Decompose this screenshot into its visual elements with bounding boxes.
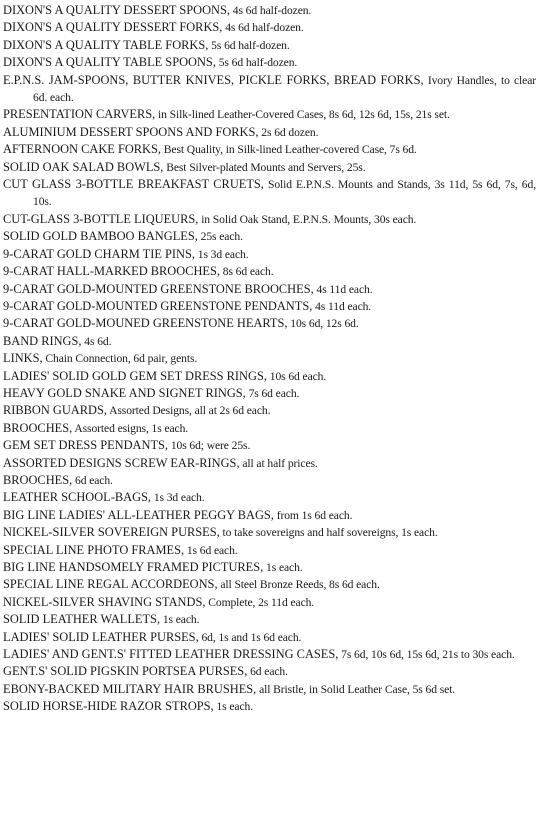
- item-details: Best Silver-plated Mounts and Servers, 25s.: [163, 160, 366, 174]
- price-list-entry: [3, 611, 536, 628]
- price-list-entry: [3, 176, 536, 211]
- item-details: 1s each.: [263, 561, 303, 574]
- item-details: 6d each.: [247, 665, 288, 679]
- price-list-entry: [3, 507, 536, 524]
- item-name: DIXON'S A QUALITY DESSERT FORKS,: [3, 20, 223, 35]
- item-name: BIG LINE LADIES' ALL-LEATHER PEGGY BAGS,: [3, 507, 274, 522]
- price-list-entry: [3, 524, 536, 541]
- price-list-entry: [3, 455, 536, 472]
- item-details: 1s 3d each.: [194, 247, 249, 261]
- item-name: CUT GLASS 3-BOTTLE BREAKFAST CRUETS,: [3, 177, 264, 192]
- item-details: 1s each.: [213, 700, 254, 714]
- item-details: 5s 6d half-dozen.: [215, 56, 298, 70]
- item-details: 4s 6d.: [81, 334, 112, 348]
- item-name: GENT.S' SOLID PIGSKIN PORTSEA PURSES,: [3, 664, 248, 679]
- item-details: 4s 6d half-dozen.: [222, 21, 304, 35]
- item-name: PRESENTATION CARVERS,: [3, 107, 156, 122]
- price-list-entry: [3, 141, 536, 158]
- price-list-entry: [3, 385, 536, 402]
- item-name: 9-CARAT GOLD CHARM TIE PINS,: [3, 246, 195, 261]
- price-list-entry: [3, 681, 536, 698]
- item-name: SOLID HORSE-HIDE RAZOR STROPS,: [3, 699, 214, 714]
- price-list-entry: [3, 228, 536, 245]
- item-details: to take sovereigns and half sovereigns, 1s each.: [219, 526, 438, 540]
- price-list-entry: [3, 263, 536, 280]
- price-list-entry: [3, 124, 536, 141]
- item-name: NICKEL-SILVER SHAVING STANDS,: [3, 594, 206, 609]
- price-list-entry: [3, 646, 536, 663]
- price-list-entry: [3, 54, 536, 71]
- price-list-entry: [3, 106, 536, 123]
- item-details: 6d each.: [72, 473, 113, 487]
- item-name: LADIES' AND GENT.S' FITTED LEATHER DRESSING CASES,: [3, 647, 339, 662]
- item-details: 7s 6d each.: [245, 386, 300, 400]
- item-name: SOLID OAK SALAD BOWLS,: [3, 159, 164, 174]
- item-details: from 1s 6d each.: [273, 508, 353, 522]
- item-name: SOLID GOLD BAMBOO BANGLES,: [3, 229, 198, 244]
- item-name: LINKS,: [3, 351, 43, 366]
- price-list-entry: [3, 333, 536, 350]
- item-details: 5s 6d half-dozen.: [208, 38, 290, 52]
- price-list-entry: [3, 576, 536, 593]
- item-name: LADIES' SOLID GOLD GEM SET DRESS RINGS,: [3, 368, 267, 383]
- item-name: RIBBON GUARDS,: [3, 403, 107, 418]
- price-list-entry: [3, 489, 536, 506]
- item-name: ALUMINIUM DESSERT SPOONS AND FORKS,: [3, 124, 259, 139]
- item-details: Chain Connection, 6d pair, gents.: [42, 352, 198, 366]
- item-name: BROOCHES,: [3, 472, 73, 487]
- price-list-entry: [3, 2, 536, 19]
- item-details: 4s 11d each.: [313, 282, 373, 296]
- item-details: 1s 3d each.: [151, 491, 205, 505]
- item-details: Solid E.P.N.S. Mounts and Stands, 3s 11d, 5s 6d, 7s, 6d, 10s.: [33, 178, 536, 209]
- item-name: EBONY-BACKED MILITARY HAIR BRUSHES,: [3, 681, 257, 696]
- item-details: 4s 6d half-dozen.: [229, 4, 312, 17]
- item-name: GEM SET DRESS PENDANTS,: [3, 438, 169, 453]
- item-name: LEATHER SCHOOL-BAGS,: [3, 490, 152, 505]
- item-details: Complete, 2s 11d each.: [205, 595, 315, 609]
- price-list-entry: [3, 472, 536, 489]
- item-details: all Steel Bronze Reeds, 8s 6d each.: [217, 578, 380, 592]
- item-details: 10s 6d; were 25s.: [168, 439, 251, 453]
- price-list-entry: [3, 159, 536, 176]
- item-name: AFTERNOON CAKE FORKS,: [3, 142, 161, 157]
- item-details: 6d, 1s and 1s 6d each.: [198, 630, 302, 644]
- price-list-entry: [3, 402, 536, 419]
- item-name: NICKEL-SILVER SOVEREIGN PURSES,: [3, 525, 220, 540]
- item-details: 4s 11d each.: [312, 299, 372, 313]
- item-name: DIXON'S A QUALITY TABLE SPOONS,: [3, 55, 216, 70]
- item-details: 8s 6d each.: [219, 265, 274, 279]
- price-list-entry: [3, 559, 536, 576]
- item-name: LADIES' SOLID LEATHER PURSES,: [3, 629, 199, 644]
- item-details: in Solid Oak Stand, E.P.N.S. Mounts, 30s each.: [198, 212, 417, 226]
- price-list-entry: [3, 211, 536, 228]
- item-details: Ivory Handles, to clear 6d. each.: [33, 73, 537, 105]
- price-list-entry: [3, 298, 536, 315]
- item-details: 2s 6d dozen.: [258, 125, 319, 139]
- price-list-entry: [3, 19, 536, 36]
- price-list-entry: [3, 246, 536, 263]
- item-details: Assorted esigns, 1s each.: [72, 421, 189, 435]
- price-list-entry: [3, 281, 536, 298]
- price-list-entry: [3, 350, 536, 367]
- item-name: E.P.N.S. JAM-SPOONS, BUTTER KNIVES, PICKLE FORKS, BREAD FORKS,: [3, 72, 424, 87]
- item-name: HEAVY GOLD SNAKE AND SIGNET RINGS,: [3, 385, 246, 400]
- item-details: 25s each.: [197, 230, 243, 244]
- item-name: SOLID LEATHER WALLETS,: [3, 612, 161, 627]
- item-name: BIG LINE HANDSOMELY FRAMED PICTURES,: [3, 560, 264, 574]
- price-list-entry: [3, 368, 536, 385]
- price-list-entry: [3, 629, 536, 646]
- item-name: 9-CARAT HALL-MARKED BROOCHES,: [3, 264, 220, 279]
- item-details: 7s 6d, 10s 6d, 15s 6d, 21s to 30s each.: [338, 648, 515, 662]
- item-name: BAND RINGS,: [3, 333, 82, 348]
- item-name: SPECIAL LINE PHOTO FRAMES,: [3, 542, 185, 557]
- item-name: 9-CARAT GOLD-MOUNED GREENSTONE HEARTS,: [3, 316, 288, 331]
- price-list-entry: [3, 420, 536, 437]
- item-details: 10s 6d, 12s 6d.: [287, 317, 359, 331]
- price-list-entry: [3, 437, 536, 454]
- item-name: 9-CARAT GOLD-MOUNTED GREENSTONE BROOCHES,: [3, 281, 314, 296]
- item-details: 1s 6d each.: [184, 543, 238, 557]
- price-list-entry: [3, 594, 536, 611]
- price-list-entry: [3, 315, 536, 332]
- item-details: 1s each.: [160, 613, 200, 627]
- price-list-entry: [3, 542, 536, 559]
- item-name: 9-CARAT GOLD-MOUNTED GREENSTONE PENDANTS,: [3, 298, 313, 313]
- price-list-entry: [3, 37, 536, 54]
- item-name: CUT-GLASS 3-BOTTLE LIQUEURS,: [3, 211, 199, 226]
- item-name: SPECIAL LINE REGAL ACCORDEONS,: [3, 577, 218, 592]
- item-details: 10s 6d each.: [266, 369, 327, 383]
- item-details: Best Quality, in Silk-lined Leather-covered Case, 7s 6d.: [161, 143, 417, 157]
- item-details: in Silk-lined Leather-Covered Cases, 8s 6d, 12s 6d, 15s, 21s set.: [155, 108, 450, 122]
- price-list-entry: [3, 72, 536, 107]
- item-name: ASSORTED DESIGNS SCREW EAR-RINGS,: [3, 455, 240, 470]
- item-name: BROOCHES,: [3, 420, 73, 435]
- item-name: DIXON'S A QUALITY TABLE FORKS,: [3, 37, 209, 52]
- item-name: DIXON'S A QUALITY DESSERT SPOONS,: [3, 3, 230, 17]
- price-list-entry: [3, 698, 536, 715]
- price-list-entry: [3, 663, 536, 680]
- item-details: all Bristle, in Solid Leather Case, 5s 6d set.: [256, 682, 456, 696]
- item-details: Assorted Designs, all at 2s 6d each.: [106, 404, 271, 418]
- item-details: all at half prices.: [239, 456, 318, 470]
